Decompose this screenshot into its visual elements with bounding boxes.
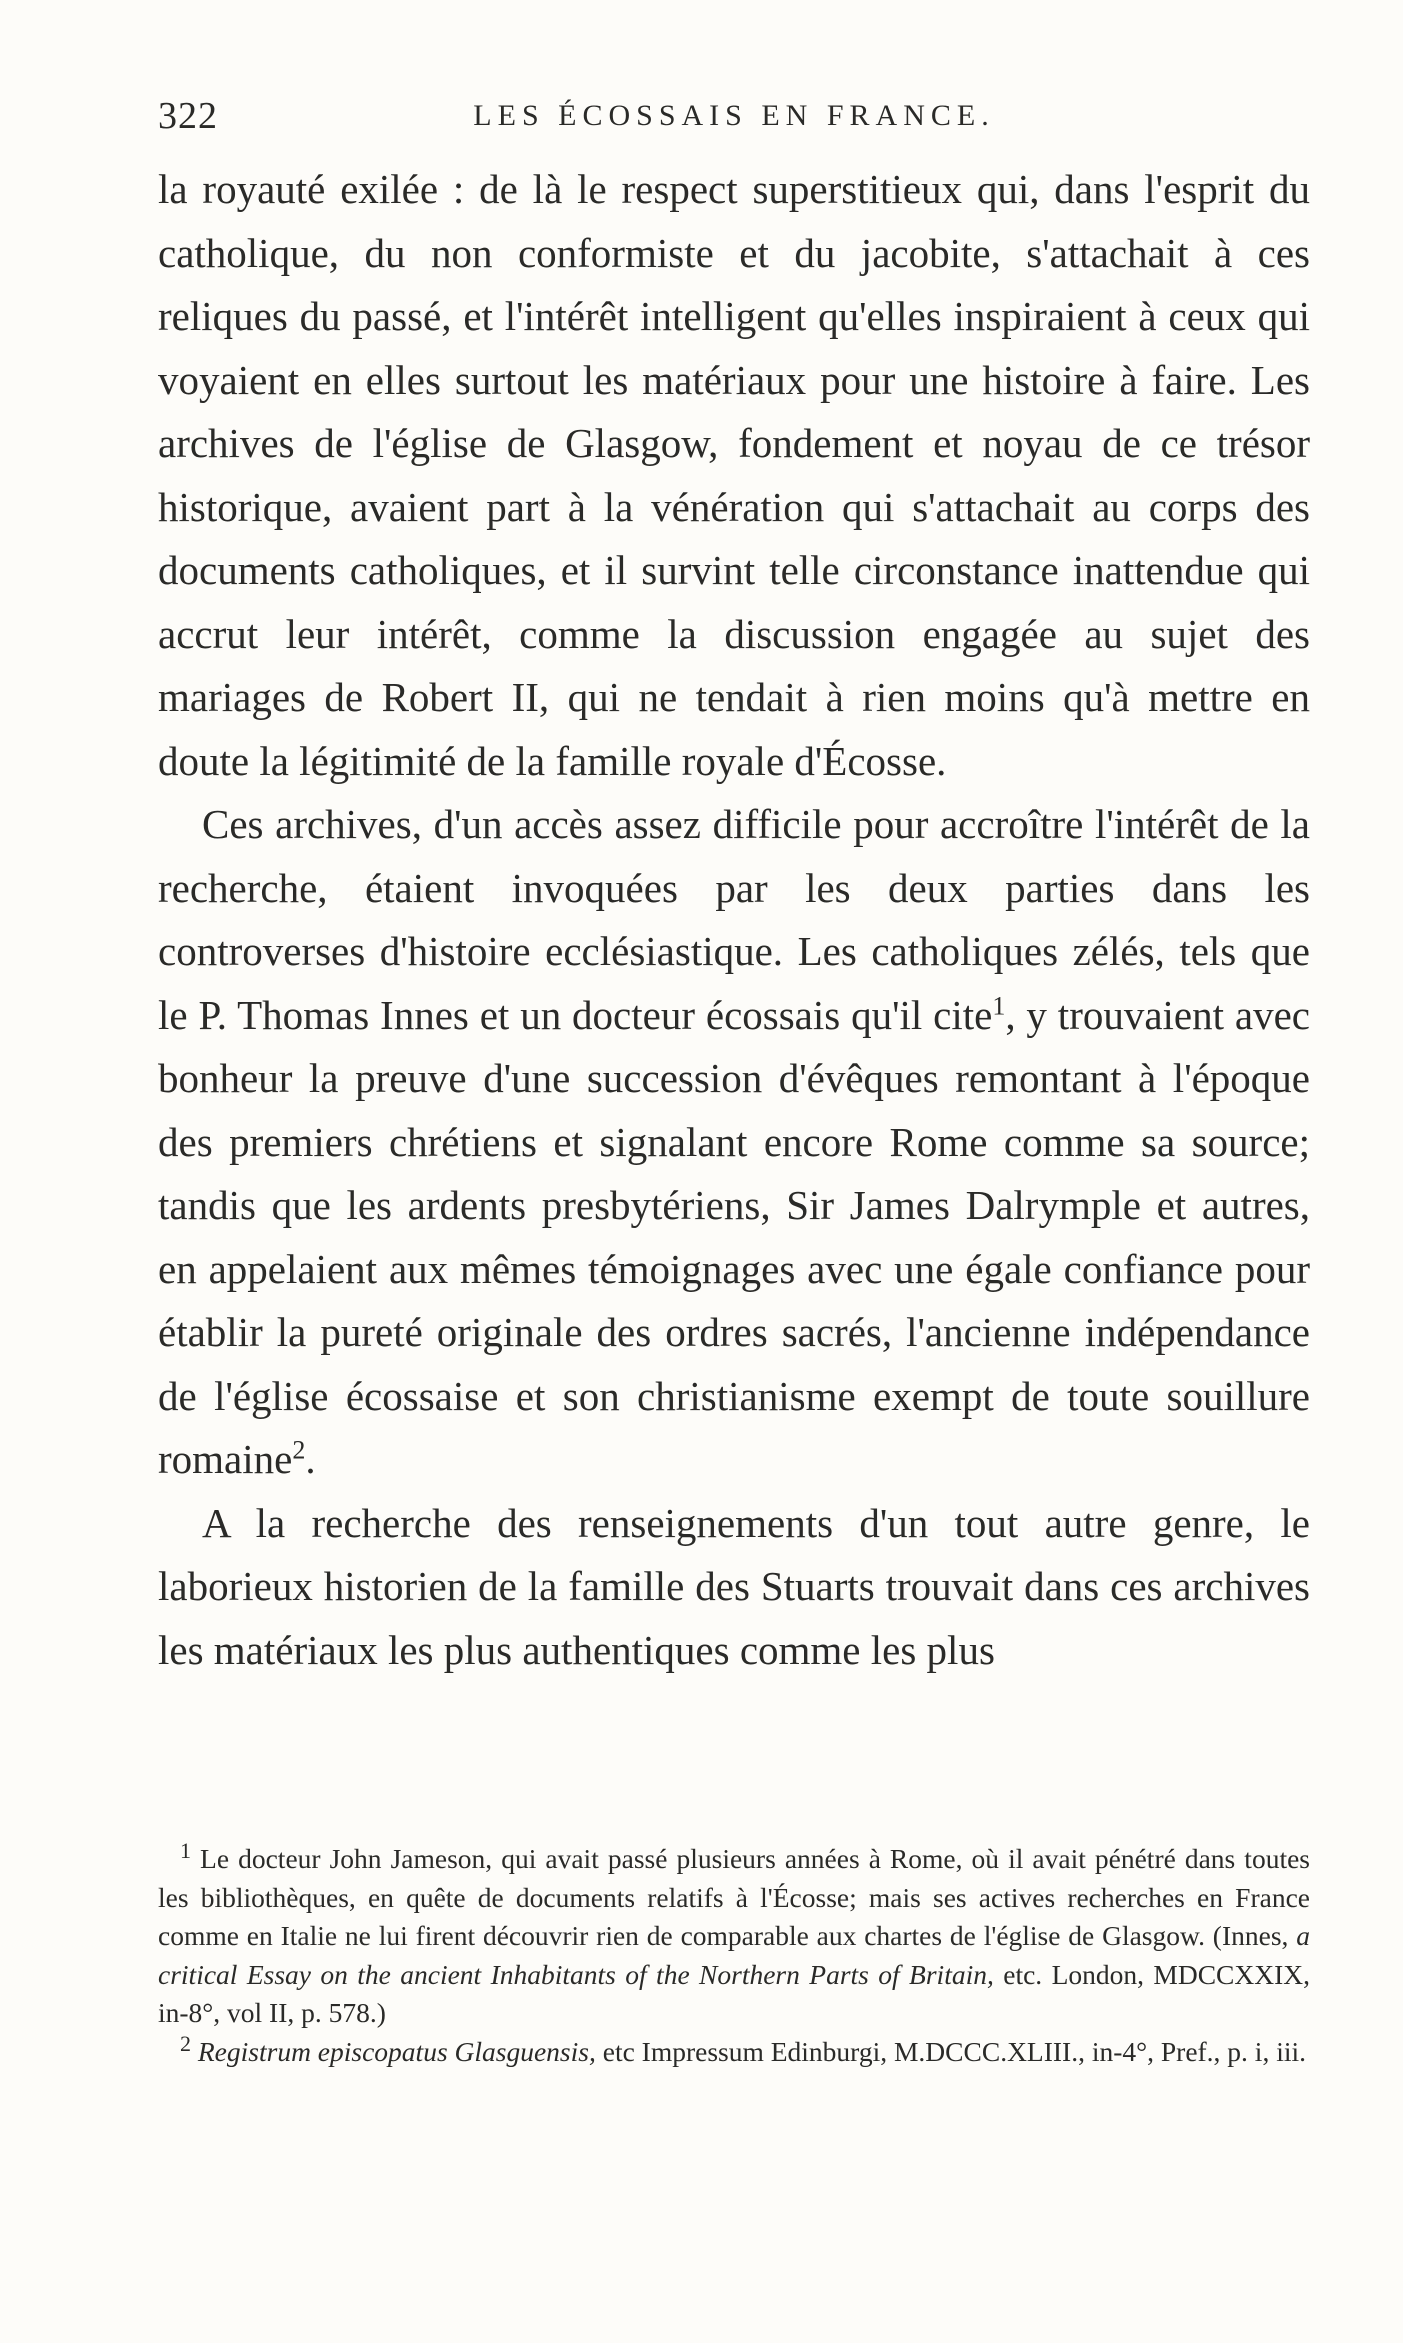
page-number: 322 <box>158 95 218 137</box>
paragraph-3: A la recherche des renseignements d'un tout autre genre, le laborieux historien de la famille des Stuarts trouvait dans ces archives les matériaux les plus authentiques comme les plus <box>158 1499 1310 1673</box>
paragraph-2-end: . <box>305 1436 316 1482</box>
footnote-ref-1: 1 <box>992 990 1006 1020</box>
footnote-1 <box>158 1837 1310 2033</box>
paragraph-2-text-b: , y trouvaient avec bonheur la preuve d'une succession d'évêques remontant à l'époque des premiers chrétiens et signalant encore Rome comme sa source; tandis que les ardents presbytériens, Sir James Dalrymple et autres, en appelaient aux mêmes témoignages avec une égale confiance pour établir la pureté originale des ordres sacrés, l'ancienne indépendance de l'église écossaise et son christianisme exempt de toute souillure romaine <box>158 991 1310 1482</box>
paragraph-1: la royauté exilée : de là le respect superstitieux qui, dans l'esprit du catholique, du non conformiste et du jacobite, s'attachait à ces reliques du passé, et l'intérêt intelligent qu'elles inspiraient à ceux qui voyaient en elles surtout les matériaux pour une histoire à faire. Les archives de l'église de Glasgow, fondement et noyau de ce trésor historique, avaient part à la vénération qui s'attachait au corps des documents catholiques, et il survint telle circonstance inattendue qui accrut leur intérêt, comme la discussion engagée au sujet des mariages de Robert II, qui ne tendait à rien moins qu'à mettre en doute la légitimité de la famille royale d'Écosse. <box>158 166 1310 784</box>
footnote-1-title: a critical Essay on the ancient Inhabitants of the Northern Parts of Britain, <box>158 1920 1310 1990</box>
running-head <box>158 92 1310 140</box>
footnote-1-text-b: etc. London, MDCCXXIX, in-8°, vol II, p. 578.) <box>158 1958 1310 2028</box>
footnotes <box>158 1837 1310 2071</box>
running-title: LES ÉCOSSAIS EN FRANCE. <box>473 99 995 132</box>
footnote-1-text-a: Le docteur John Jameson, qui avait passé plusieurs années à Rome, où il avait pénétré dans toutes les bibliothèques, en quête de documents relatifs à l'Écosse; mais ses actives recherches en France comme en Italie ne lui firent découvrir rien de comparable aux chartes de l'église de Glasgow. (Innes, <box>158 1843 1310 1951</box>
footnote-2-title: Registrum episcopatus Glasguensis, <box>197 2035 596 2067</box>
footnote-1-mark: 1 <box>180 1837 191 1863</box>
paragraph-2 <box>158 793 1310 1492</box>
footnote-ref-2: 2 <box>292 1435 306 1465</box>
main-text <box>158 158 1310 1682</box>
footnote-2 <box>158 2030 1310 2072</box>
paragraph-2-text-a: Ces archives, d'un accès assez difficile pour accroître l'intérêt de la recherche, étaient invoquées par les deux parties dans les controverses d'histoire ecclésiastique. Les catholiques zélés, tels que le P. Thomas Innes et un docteur écossais qu'il cite <box>158 801 1310 1038</box>
footnote-2-text: etc Impressum Edinburgi, M.DCCC.XLIII., in-4°, Pref., p. i, iii. <box>602 2035 1306 2067</box>
footnote-2-mark: 2 <box>180 2030 191 2056</box>
